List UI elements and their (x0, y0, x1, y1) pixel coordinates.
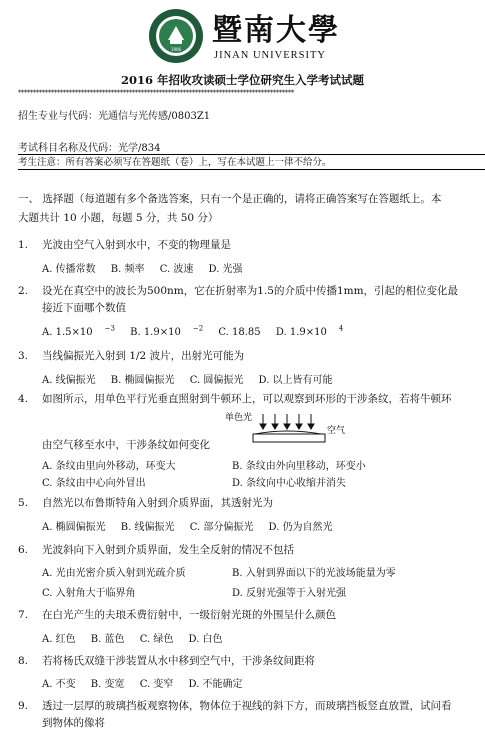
star-divider: ******************************************************************************************** (18, 89, 294, 97)
option-a: A. 红色 (42, 634, 76, 645)
subject-info: 考试科目名称及代码：光学/834 (18, 143, 161, 154)
option-a: A. 光由光密介质入射到光疏介质 (42, 568, 186, 579)
svg-text:1906: 1906 (170, 47, 182, 52)
option-c: C. 条纹由中心向外冒出 (42, 478, 146, 489)
option-a: A. 不变 (42, 679, 76, 690)
question-stem: 在白光产生的夫琅禾费衍射中，一级衍射光斑的外围呈什么颜色 (42, 609, 336, 621)
question-4-options (42, 457, 472, 491)
major-info: 招生专业与代码：光通信与光传感/0803Z1 (18, 111, 211, 122)
question-stem: 光波斜向下入射到介质界面，发生全反射的情况不包括 (42, 544, 294, 556)
university-name-cn: 暨南大學 (212, 13, 340, 48)
stem-line-1: 透过一层厚的玻璃挡板观察物体，物体位于视线的斜下方，而玻璃挡板竖直放置，试问看 (42, 700, 452, 712)
question-6-options (42, 564, 472, 598)
option-b: B. 线偏振光 (120, 522, 175, 533)
question-stem: 如图所示，用单色平行光垂直照射到牛顿环上，可以观察到环形的干涉条纹，若将牛顿环 (42, 393, 452, 405)
option-d: D. 光强 (208, 264, 243, 275)
question-stem: 若将杨氏双缝干涉装置从水中移到空气中，干涉条纹间距将 (42, 655, 315, 667)
question-number: 8. (18, 655, 29, 667)
figure-label-light: 单色光 (225, 413, 253, 423)
option-c: C. 绿色 (139, 634, 174, 645)
header (0, 6, 485, 68)
question-number: 1. (18, 239, 29, 251)
stem-line-1: 设光在真空中的波长为500nm，它在折射率为1.5的介质中传播1mm，引起的相位变化最 (42, 285, 459, 297)
stem-line-2: 到物体的像将 (42, 717, 105, 729)
university-name-en: JINAN UNIVERSITY (214, 50, 326, 61)
section-line-1: 一、 选择题（每道题有多个备选答案，只有一个是正确的，请将正确答案写在答题纸上。本 (18, 193, 442, 205)
option-a: A. 椭圆偏振光 (42, 522, 106, 533)
figure-label-air: 空气 (327, 426, 346, 436)
option-d: D. 以上皆有可能 (258, 375, 333, 386)
question-7-options (42, 630, 235, 645)
university-logo-icon (148, 8, 204, 64)
option-b: B. 入射到界面以下的光波场能量为零 (232, 568, 396, 579)
option-d: D. 反射光强等于入射光强 (232, 588, 347, 599)
option-b: B. 条纹由外向里移动，环变小 (232, 461, 366, 472)
option-b: B. 变宽 (90, 679, 125, 690)
notice-box (18, 154, 485, 170)
exam-title: 2016 年招收攻读硕士学位研究生入学考试试题 (120, 73, 364, 87)
option-d: D. 白色 (188, 634, 223, 645)
option-b: B. 椭圆偏振光 (110, 375, 175, 386)
question-number: 3. (18, 350, 29, 362)
question-3-options (42, 371, 345, 386)
option-b: B. 1.9×10 $^{-2}$ (130, 325, 204, 339)
question-number: 6. (18, 544, 29, 556)
question-8-options (42, 675, 255, 690)
question-5-options (42, 518, 345, 533)
question-number: 5. (18, 497, 29, 509)
section-line-2: 大题共计 10 小题，每题 5 分，共 50 分） (18, 212, 219, 224)
option-c: C. 部分偏振光 (189, 522, 254, 533)
option-b: B. 蓝色 (90, 634, 125, 645)
option-a: A. 1.5×10 $^{-3}$ (42, 325, 115, 339)
option-c: C. 波速 (159, 264, 194, 275)
question-number: 4. (18, 393, 29, 405)
option-c: C. 变窄 (139, 679, 174, 690)
notice-text: 考生注意：所有答案必须写在答题纸（卷）上，写在本试题上一律不给分。 (18, 157, 332, 168)
question-stem: 自然光以布鲁斯特角入射到介质界面，其透射光为 (42, 497, 273, 509)
option-d: D. 仍为自然光 (268, 522, 333, 533)
question-stem (42, 283, 485, 317)
section-heading (18, 190, 485, 228)
question-number: 7. (18, 609, 29, 621)
question-stem: 光波由空气入射到水中，不变的物理量是 (42, 239, 231, 251)
question-1-options (42, 260, 255, 275)
option-d: D. 不能确定 (188, 679, 243, 690)
question-number: 9. (18, 700, 29, 712)
option-c: C. 入射角大于临界角 (42, 588, 136, 599)
option-d: D. 1.9×10 $^4$ (275, 325, 344, 339)
option-d: D. 条纹向中心收缩并消失 (232, 478, 347, 489)
question-number: 2. (18, 285, 29, 297)
option-b: B. 频率 (110, 264, 145, 275)
question-stem (42, 698, 485, 732)
question-stem: 当线偏振光入射到 1/2 波片，出射光可能为 (42, 350, 245, 362)
stem-line-2: 由空气移至水中，干涉条纹如何变化 (42, 439, 210, 451)
option-a: A. 线偏振光 (42, 375, 96, 386)
option-a: A. 条纹由里向外移动，环变大 (42, 461, 176, 472)
stem-line-2: 接近下面哪个数值 (42, 302, 126, 314)
option-c: C. 18.85 (218, 327, 261, 339)
option-a: A. 传播常数 (42, 264, 96, 275)
option-c: C. 圆偏振光 (189, 375, 244, 386)
light-arrows-icon (260, 414, 314, 429)
question-2-options (42, 325, 355, 338)
